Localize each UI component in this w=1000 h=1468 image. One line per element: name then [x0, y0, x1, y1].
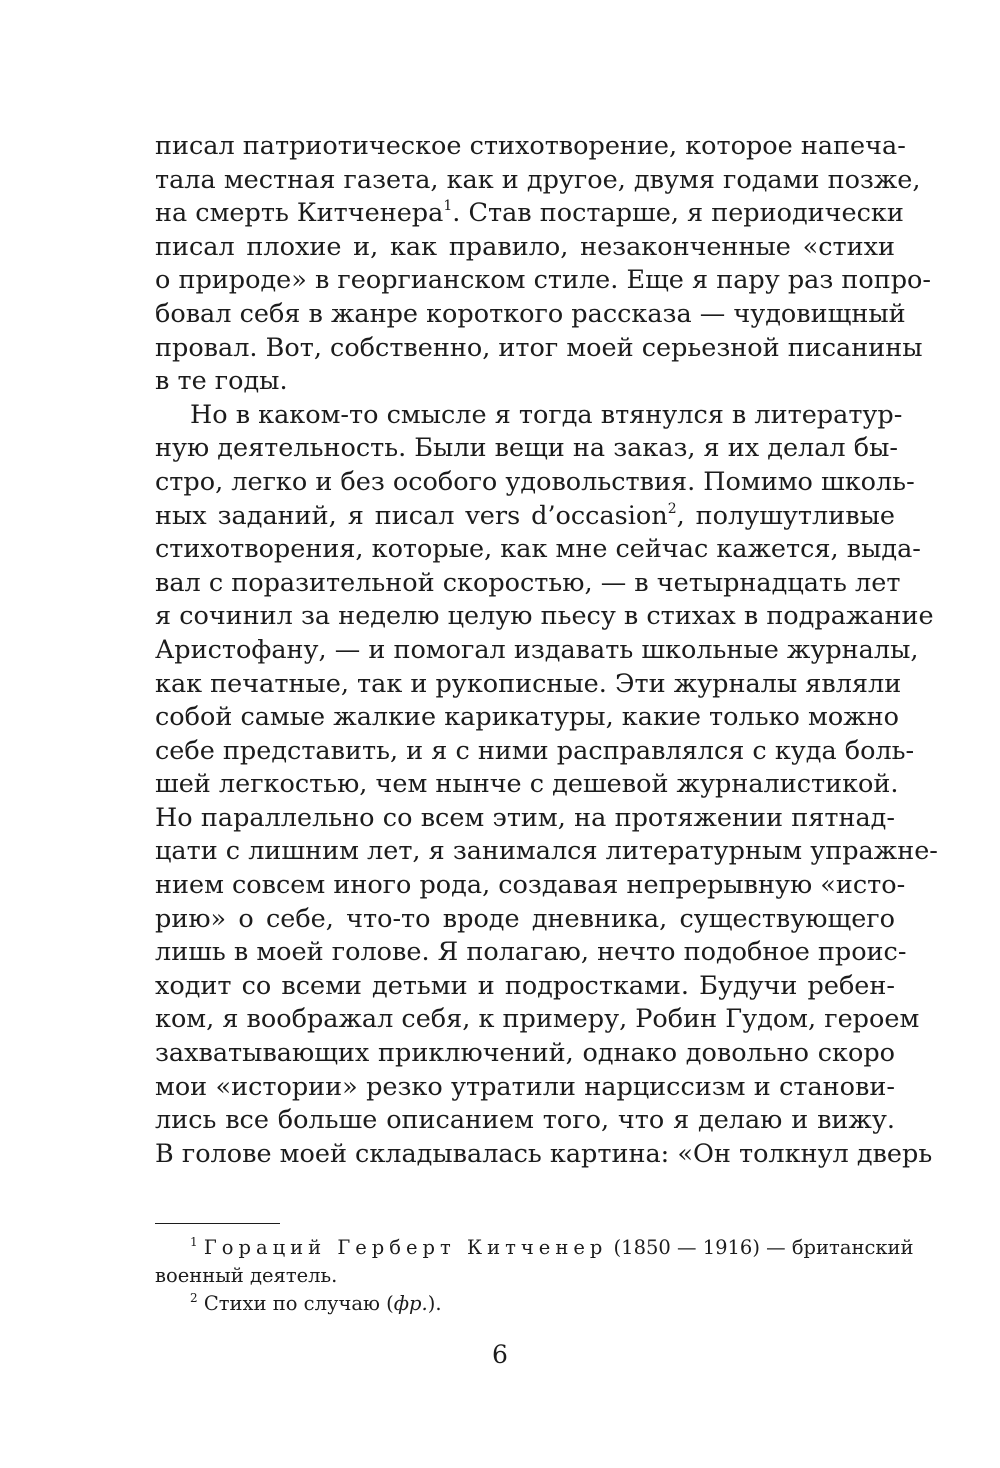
- text-line: захватывающих приключений, однако довольно скоро: [155, 1038, 895, 1069]
- text-line: собой самые жалкие карикатуры, какие только можно: [155, 702, 899, 733]
- footnote-text: ).: [427, 1292, 442, 1315]
- text-line: шей легкостью, чем нынче с дешевой журналистикой.: [155, 769, 899, 800]
- text-line: [155, 500, 895, 534]
- footnote-ref-1: 1: [443, 198, 453, 215]
- text-fragment: ных заданий, я писал vers d’occasion: [155, 500, 668, 531]
- text-line: себе представить, и я с ними расправлялся с куда боль-: [155, 735, 915, 766]
- text-line: писал патриотическое стихотворение, которое напеча-: [155, 131, 906, 161]
- footnote-1: [155, 1234, 914, 1262]
- text-fragment: , полушутливые: [676, 500, 895, 531]
- text-fragment: . Став постарше, я периодически: [452, 198, 904, 229]
- footnotes: [155, 1234, 914, 1318]
- text-line: ходит со всеми детьми и подростками. Будучи ребен-: [155, 970, 895, 1001]
- footnote-2: [155, 1290, 895, 1318]
- text-line: лись все больше описанием того, что я делаю и вижу.: [155, 1105, 895, 1136]
- text-line: стро, легко и без особого удовольствия. Помимо школь-: [155, 466, 915, 497]
- text-line: я сочинил за неделю целую пьесу в стихах в подражание: [155, 601, 934, 632]
- text-line: Но в каком-то смысле я тогда втянулся в литератур-: [190, 399, 903, 430]
- text-line: нием совсем иного рода, создавая непрерывную «исто-: [155, 870, 906, 901]
- text-line: ком, я воображал себя, к примеру, Робин Гудом, героем: [155, 1004, 920, 1035]
- text-line: [155, 197, 904, 231]
- footnote-marker: 2: [190, 1291, 198, 1305]
- text-line: стихотворения, которые, как мне сейчас кажется, выда-: [155, 534, 921, 565]
- text-line: вал с поразительной скоростью, — в четырнадцать лет: [155, 567, 901, 598]
- text-line: Аристофану, — и помогал издавать школьные журналы,: [155, 634, 919, 665]
- text-line: цати с лишним лет, я занимался литературным упражне-: [155, 836, 938, 867]
- text-line: бовал себя в жанре короткого рассказа — чудовищный: [155, 298, 906, 329]
- text-line: писал плохие и, как правило, незаконченные «стихи: [155, 231, 895, 262]
- footnote-ref-2: 2: [667, 500, 677, 517]
- text-line: как печатные, так и рукописные. Эти журналы являли: [155, 668, 902, 699]
- page-number: 6: [492, 1340, 508, 1369]
- text-line: тала местная газета, как и другое, двумя годами позже,: [155, 164, 921, 195]
- text-line: лишь в моей голове. Я полагаю, нечто подобное проис-: [155, 937, 907, 968]
- text-line: рию» о себе, что-то вроде дневника, существующего: [155, 903, 895, 934]
- footnote-name: Гораций Герберт Китченер: [203, 1236, 608, 1259]
- text-fragment: на смерть Китченера: [155, 198, 444, 229]
- body-text: [155, 130, 938, 1171]
- text-line: ную деятельность. Были вещи на заказ, я их делал бы-: [155, 433, 898, 464]
- footnote-italic: фр.: [393, 1292, 428, 1315]
- footnote-text: (1850 — 1916) — британский: [607, 1236, 914, 1259]
- footnote-marker: 1: [190, 1235, 198, 1249]
- footnote-1-continued: военный деятель.: [155, 1264, 338, 1287]
- text-line: В голове моей складывалась картина: «Он толкнул дверь: [155, 1138, 933, 1169]
- text-line: провал. Вот, собственно, итог моей серьезной писанины: [155, 332, 923, 363]
- text-line: мои «истории» резко утратили нарциссизм и станови-: [155, 1071, 895, 1102]
- text-line: о природе» в георгианском стиле. Еще я пару раз попро-: [155, 265, 932, 296]
- footnote-text: Стихи по случаю (: [197, 1292, 394, 1315]
- text-line: в те годы.: [155, 366, 288, 397]
- footnote-divider: [155, 1223, 280, 1224]
- text-line: Но параллельно со всем этим, на протяжении пятнад-: [155, 802, 895, 833]
